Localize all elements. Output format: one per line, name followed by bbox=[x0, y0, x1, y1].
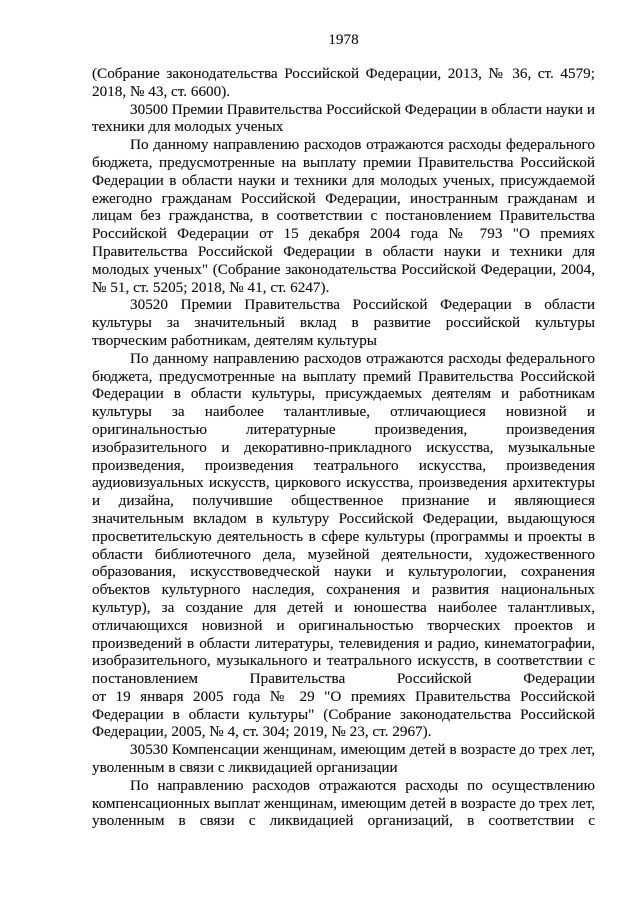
section-heading bbox=[92, 296, 595, 349]
text-line: молодых ученых" (Собрание законодательства Российской Федерации, 2004, bbox=[92, 260, 595, 278]
text-line: произведений в области литературы, телевидения и радио, кинематографии, bbox=[92, 634, 595, 652]
text-line: просветительскую деятельность в сфере культуры (программы и проекты в bbox=[92, 527, 595, 545]
text-line: постановлением Правительства Российской Федерации bbox=[92, 670, 595, 688]
text-line: образования, искусствоведческой науки и культурологии, сохранения bbox=[92, 563, 595, 581]
text-line: от 19 января 2005 года № 29 "О премиях Правительства Российской bbox=[92, 687, 595, 705]
text-line: бюджета, предусмотренные на выплату премий Правительства Российской bbox=[92, 367, 595, 385]
text-line: области библиотечного дела, музейной деятельности, художественного bbox=[92, 545, 595, 563]
text-line: По данному направлению расходов отражаются расходы федерального bbox=[130, 136, 595, 154]
text-line: творческим работникам, деятелям культуры bbox=[92, 331, 378, 349]
text-line: произведения, произведения театрального искусства, произведения bbox=[92, 456, 595, 474]
text-line: компенсационных выплат женщинам, имеющим детей в возрасте до трех лет, bbox=[92, 794, 595, 812]
continuation-paragraph bbox=[92, 65, 595, 101]
text-line: ежегодно гражданам Российской Федерации, иностранным гражданам и bbox=[92, 189, 595, 207]
section-heading bbox=[92, 101, 595, 137]
text-line: объектов культурного наследия, сохранения и развития национальных bbox=[92, 581, 595, 599]
text-line: техники для молодых ученых bbox=[92, 118, 284, 136]
text-line: 2018, № 43, ст. 6600). bbox=[92, 82, 231, 100]
text-line: По направлению расходов отражаются расходы по осуществлению bbox=[130, 776, 595, 794]
text-line: (Собрание законодательства Российской Федерации, 2013, № 36, ст. 4579; bbox=[92, 65, 595, 82]
text-line: 30500 Премии Правительства Российской Федерации в области науки и bbox=[130, 100, 595, 118]
text-line: оригинальностью литературные произведения, произведения bbox=[92, 420, 595, 438]
text-line: изобразительного, музыкального и театрального искусств, в соответствии с bbox=[92, 652, 595, 670]
text-line: лицам без гражданства, в соответствии с постановлением Правительства bbox=[92, 207, 595, 225]
budget-section bbox=[92, 101, 595, 297]
text-line: 30530 Компенсации женщинам, имеющим детей в возрасте до трех лет, bbox=[130, 741, 595, 759]
section-body bbox=[92, 136, 595, 296]
text-line: По данному направлению расходов отражаются расходы федерального bbox=[130, 349, 595, 367]
text-line: уволенным в связи с ликвидацией организации bbox=[92, 759, 398, 777]
text-line: Российской Федерации от 15 декабря 2004 года № 793 "О премиях bbox=[92, 225, 595, 243]
text-line: и дизайна, получившие общественное признание и являющиеся bbox=[92, 492, 595, 510]
budget-section bbox=[92, 296, 595, 741]
text-line: Федерации в области культуры, присуждаемых деятелям и работникам bbox=[92, 385, 595, 403]
text-line: Федерации в области науки и техники для молодых ученых, присуждаемой bbox=[92, 171, 595, 189]
section-heading bbox=[92, 741, 595, 777]
text-line: Федерации в области культуры" (Собрание законодательства Российской bbox=[92, 705, 595, 723]
text-line: уволенным в связи с ликвидацией организаций, в соответствии с bbox=[92, 812, 595, 830]
text-line: бюджета, предусмотренные на выплату премии Правительства Российской bbox=[92, 153, 595, 171]
text-line: культур), за создание для детей и юношества наиболее талантливых, bbox=[92, 598, 595, 616]
text-line: аудиовизуальных искусств, циркового искусства, произведения архитектуры bbox=[92, 474, 595, 492]
text-line: значительным вкладом в культуру Российской Федерации, выдающуюся bbox=[92, 509, 595, 527]
text-line: изобразительного и декоративно-прикладного искусства, музыкальные bbox=[92, 438, 595, 456]
document-text bbox=[92, 65, 595, 830]
text-line: Правительства Российской Федерации в области науки и техники для bbox=[92, 242, 595, 260]
section-body bbox=[92, 777, 595, 830]
page-number: 1978 bbox=[328, 31, 359, 48]
text-line: культуры за значительный вклад в развитие российской культуры bbox=[92, 314, 595, 332]
text-line: 30520 Премии Правительства Российской Федерации в области bbox=[130, 296, 595, 314]
text-line: Федерации, 2005, № 4, ст. 304; 2019, № 23, ст. 2967). bbox=[92, 723, 432, 741]
text-line: № 51, ст. 5205; 2018, № 41, ст. 6247). bbox=[92, 278, 330, 296]
budget-section bbox=[92, 741, 595, 830]
text-line: культуры за наиболее талантливые, отличающиеся новизной и bbox=[92, 403, 595, 421]
text-line: отличающихся новизной и оригинальностью творческих проектов и bbox=[92, 616, 595, 634]
section-body bbox=[92, 350, 595, 742]
